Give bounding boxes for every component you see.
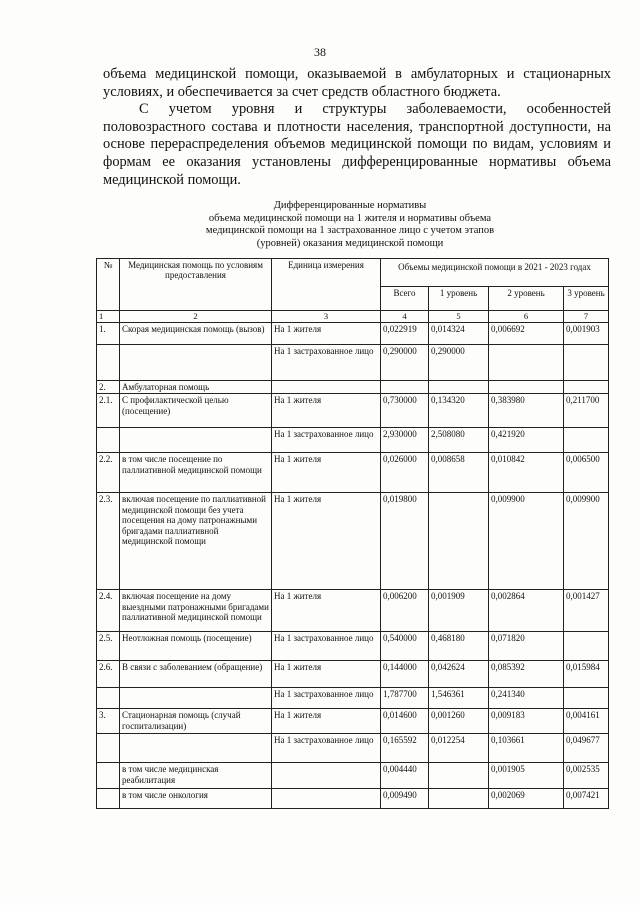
row-number: 2.6. (97, 661, 120, 688)
row-level-2: 0,001905 (489, 763, 564, 789)
table-row (97, 453, 609, 493)
row-total: 2,930000 (381, 428, 429, 453)
header-row-1 (97, 259, 609, 287)
row-level-2: 0,009183 (489, 709, 564, 734)
row-level-2: 0,241340 (489, 688, 564, 709)
row-level-2 (489, 381, 564, 394)
row-care-type: В связи с заболеванием (обращение) (120, 661, 272, 688)
header-level-3: 3 уровень (564, 287, 609, 311)
row-unit: На 1 жителя (272, 493, 381, 590)
row-level-3: 0,006500 (564, 453, 609, 493)
row-level-3: 0,002535 (564, 763, 609, 789)
table-row (97, 789, 609, 809)
table-row (97, 763, 609, 789)
row-care-type: Неотложная помощь (посещение) (120, 632, 272, 661)
table-row (97, 345, 609, 381)
row-unit: На 1 застрахованное лицо (272, 632, 381, 661)
paragraph-2: С учетом уровня и структуры заболеваемости, особенностей половозрастного состава и плотности населения, транспортной доступности, на основе перераспределения объемов медицинской помощи по видам, условиям и формам ее оказания установлены дифференцированные нормативы объема медицинской помощи. (103, 101, 611, 188)
row-level-3 (564, 428, 609, 453)
row-total: 0,540000 (381, 632, 429, 661)
paragraph-1: объема медицинской помощи, оказываемой в амбулаторных и стационарных условиях, и обеспечивается за счет средств областного бюджета. (103, 66, 611, 100)
row-level-1: 1,546361 (429, 688, 489, 709)
row-level-1: 0,008658 (429, 453, 489, 493)
row-care-type (120, 688, 272, 709)
row-level-2 (489, 345, 564, 381)
row-level-3: 0,001427 (564, 590, 609, 632)
table-row (97, 323, 609, 345)
column-index-2: 2 (120, 311, 272, 323)
column-index-1: 1 (97, 311, 120, 323)
row-total (381, 381, 429, 394)
row-level-1: 0,001260 (429, 709, 489, 734)
row-level-3 (564, 688, 609, 709)
row-number: 2.2. (97, 453, 120, 493)
table-row (97, 590, 609, 632)
row-care-type: в том числе медицинская реабилитация (120, 763, 272, 789)
row-total: 0,165592 (381, 734, 429, 763)
row-unit: На 1 жителя (272, 394, 381, 428)
row-level-1: 0,468180 (429, 632, 489, 661)
header-total: Всего (381, 287, 429, 311)
row-level-2: 0,002864 (489, 590, 564, 632)
caption-line-3: медицинской помощи на 1 застрахованное лицо с учетом этапов (205, 225, 495, 237)
row-care-type (120, 734, 272, 763)
row-unit: На 1 жителя (272, 661, 381, 688)
row-level-2: 0,103661 (489, 734, 564, 763)
row-care-type: С профилактической целью (посещение) (120, 394, 272, 428)
row-level-3 (564, 381, 609, 394)
row-level-2: 0,085392 (489, 661, 564, 688)
row-level-1: 2,508080 (429, 428, 489, 453)
row-total: 0,009490 (381, 789, 429, 809)
table-caption (160, 200, 540, 250)
row-number (97, 734, 120, 763)
row-number: 2.3. (97, 493, 120, 590)
table-row (97, 381, 609, 394)
table-row (97, 661, 609, 688)
row-number (97, 688, 120, 709)
caption-line-1: Дифференцированные нормативы (273, 200, 427, 211)
row-care-type: Стационарная помощь (случай госпитализации) (120, 709, 272, 734)
header-unit: Единица измерения (272, 259, 381, 311)
row-level-1 (429, 493, 489, 590)
table-row (97, 734, 609, 763)
row-total: 0,014600 (381, 709, 429, 734)
column-index-6: 6 (489, 311, 564, 323)
row-unit: На 1 застрахованное лицо (272, 688, 381, 709)
row-total: 0,022919 (381, 323, 429, 345)
row-number (97, 789, 120, 809)
row-level-1 (429, 789, 489, 809)
row-care-type: Скорая медицинская помощь (вызов) (120, 323, 272, 345)
row-number (97, 763, 120, 789)
row-level-3: 0,001903 (564, 323, 609, 345)
row-unit (272, 381, 381, 394)
norms-table (96, 258, 609, 809)
caption-line-2: объема медицинской помощи на 1 жителя и нормативы объема (208, 212, 492, 224)
table-row (97, 428, 609, 453)
row-care-type: включая посещение на дому выездными патронажными бригадами паллиативной медицинской помощи (120, 590, 272, 632)
column-index-5: 5 (429, 311, 489, 323)
row-number: 2.1. (97, 394, 120, 428)
body-text (103, 66, 611, 189)
row-unit: На 1 жителя (272, 453, 381, 493)
column-index-row (97, 311, 609, 323)
page-number: 38 (314, 45, 326, 59)
column-index-4: 4 (381, 311, 429, 323)
row-unit (272, 789, 381, 809)
row-level-1: 0,042624 (429, 661, 489, 688)
row-number (97, 345, 120, 381)
column-index-3: 3 (272, 311, 381, 323)
row-care-type: Амбулаторная помощь (120, 381, 272, 394)
row-level-3 (564, 632, 609, 661)
row-number: 2.5. (97, 632, 120, 661)
row-care-type (120, 345, 272, 381)
row-total: 0,730000 (381, 394, 429, 428)
row-level-2: 0,010842 (489, 453, 564, 493)
row-unit: На 1 жителя (272, 709, 381, 734)
table-row (97, 709, 609, 734)
row-number: 2.4. (97, 590, 120, 632)
row-level-2: 0,421920 (489, 428, 564, 453)
row-unit: На 1 застрахованное лицо (272, 428, 381, 453)
row-number: 2. (97, 381, 120, 394)
table-row (97, 493, 609, 590)
row-care-type: в том числе посещение по паллиативной медицинской помощи (120, 453, 272, 493)
header-level-2: 2 уровень (489, 287, 564, 311)
row-level-1 (429, 381, 489, 394)
column-index-7: 7 (564, 311, 609, 323)
row-level-3: 0,009900 (564, 493, 609, 590)
row-care-type: в том числе онкология (120, 789, 272, 809)
row-level-1: 0,012254 (429, 734, 489, 763)
row-total: 0,006200 (381, 590, 429, 632)
row-total: 0,290000 (381, 345, 429, 381)
row-level-3: 0,004161 (564, 709, 609, 734)
row-level-3 (564, 345, 609, 381)
row-care-type: включая посещение по паллиативной медицинской помощи без учета посещения на дому патронажными бригадами паллиативной медицинской помощи (120, 493, 272, 590)
row-level-1: 0,134320 (429, 394, 489, 428)
row-level-3: 0,015984 (564, 661, 609, 688)
row-level-2: 0,071820 (489, 632, 564, 661)
row-level-1: 0,290000 (429, 345, 489, 381)
row-level-1: 0,001909 (429, 590, 489, 632)
row-level-1 (429, 763, 489, 789)
table-row (97, 394, 609, 428)
row-level-2: 0,009900 (489, 493, 564, 590)
row-unit: На 1 жителя (272, 323, 381, 345)
row-care-type (120, 428, 272, 453)
row-level-1: 0,014324 (429, 323, 489, 345)
row-level-3: 0,211700 (564, 394, 609, 428)
header-num: № (97, 259, 120, 311)
row-level-3: 0,007421 (564, 789, 609, 809)
table-row (97, 632, 609, 661)
row-number: 1. (97, 323, 120, 345)
row-unit: На 1 застрахованное лицо (272, 734, 381, 763)
row-unit: На 1 жителя (272, 590, 381, 632)
row-number (97, 428, 120, 453)
row-unit (272, 763, 381, 789)
row-level-2: 0,383980 (489, 394, 564, 428)
row-level-2: 0,006692 (489, 323, 564, 345)
caption-line-4: (уровней) оказания медицинской помощи (256, 237, 444, 249)
header-volumes: Объемы медицинской помощи в 2021 - 2023 годах (381, 259, 609, 287)
row-number: 3. (97, 709, 120, 734)
row-total: 0,004440 (381, 763, 429, 789)
row-unit: На 1 застрахованное лицо (272, 345, 381, 381)
header-type: Медицинская помощь по условиям предоставления (120, 259, 272, 311)
table-row (97, 688, 609, 709)
header-level-1: 1 уровень (429, 287, 489, 311)
row-level-3: 0,049677 (564, 734, 609, 763)
row-total: 1,787700 (381, 688, 429, 709)
row-total: 0,019800 (381, 493, 429, 590)
row-total: 0,144000 (381, 661, 429, 688)
row-level-2: 0,002069 (489, 789, 564, 809)
row-total: 0,026000 (381, 453, 429, 493)
